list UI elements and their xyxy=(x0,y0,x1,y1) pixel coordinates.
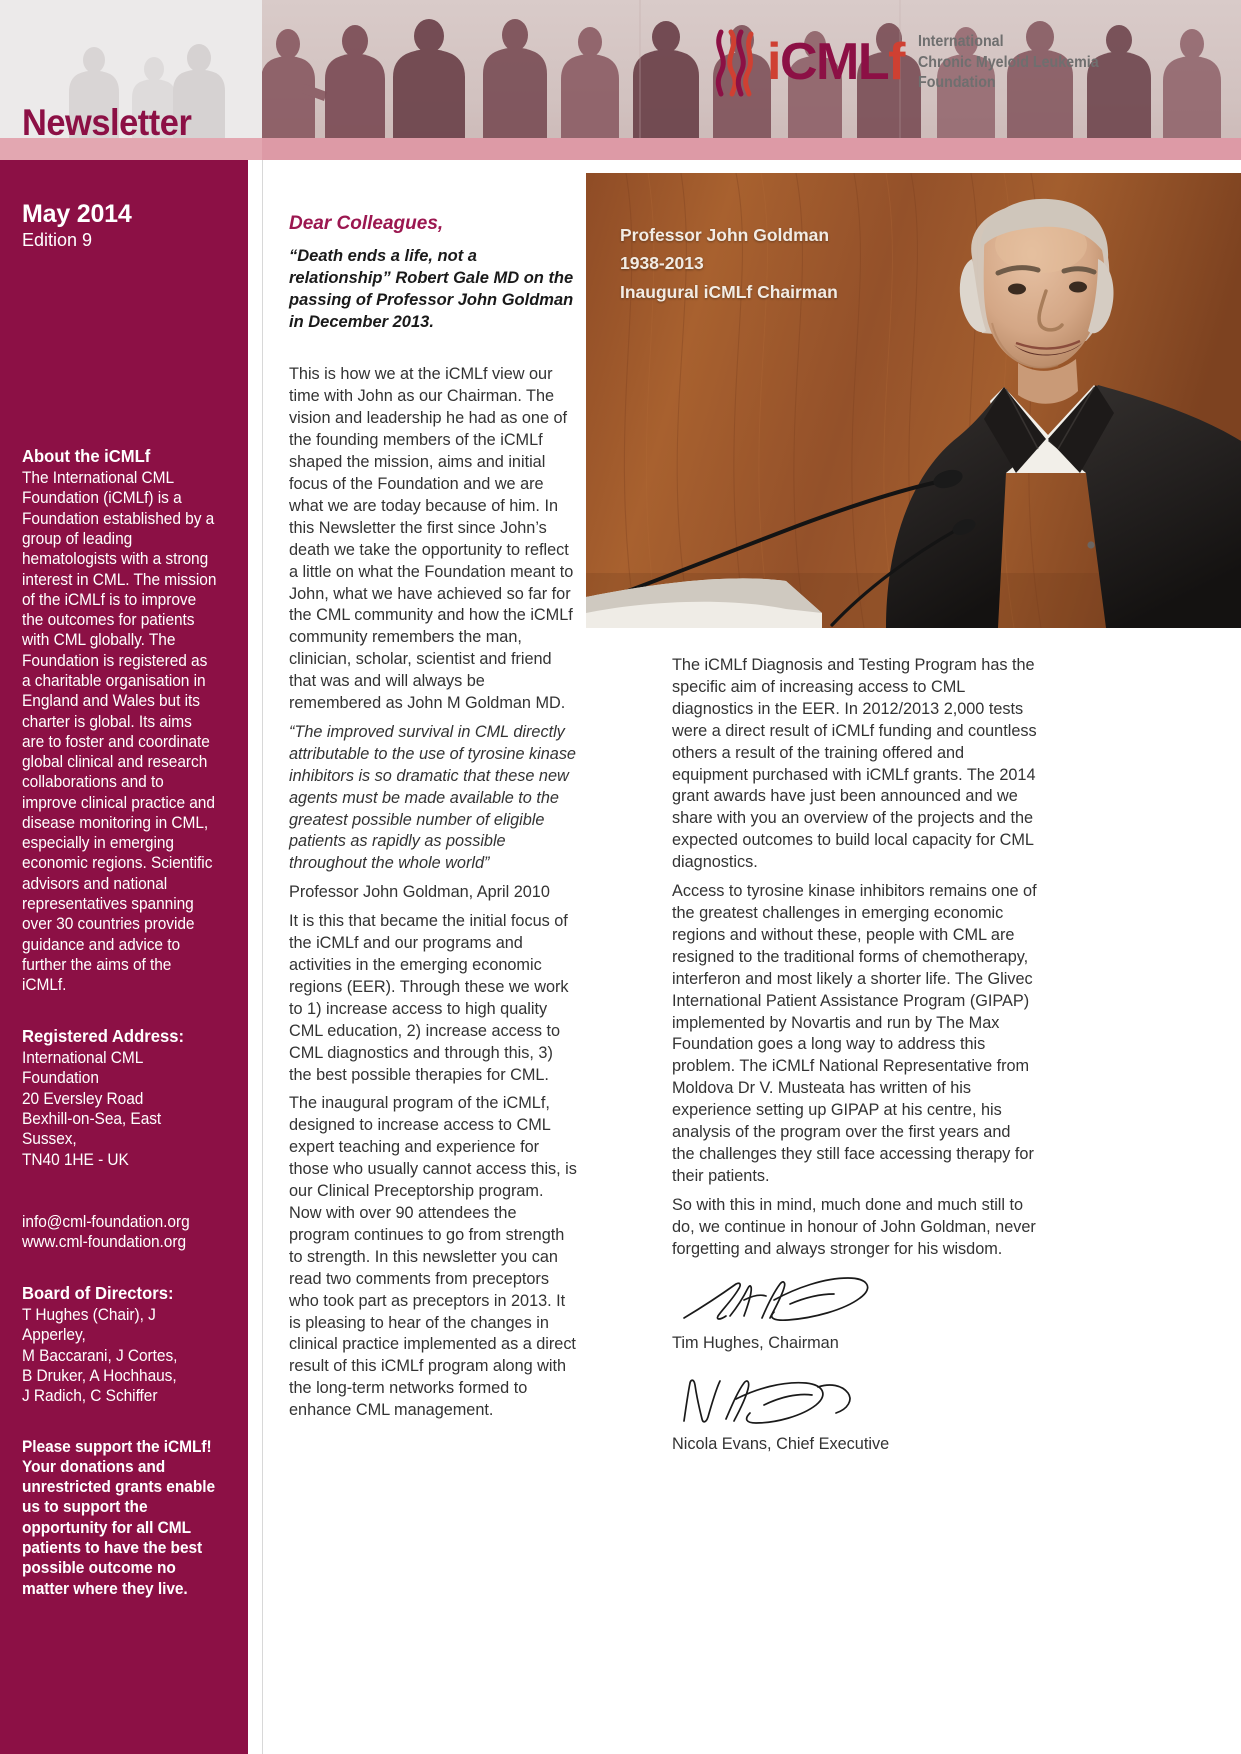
logo-subtitle-line-1: International xyxy=(917,33,1004,51)
about-heading: About the iCMLf xyxy=(22,446,151,467)
issue-date: May 2014 xyxy=(22,200,132,228)
photo-caption xyxy=(620,221,838,306)
logo-subtitle xyxy=(918,30,1099,93)
letter-paragraph: So with this in mind, much done and much still to do, we continue in honour of John Goldman, never forgetting and always stronger for his wisdom. xyxy=(672,1195,1036,1258)
logo-letters-cml: CML xyxy=(779,33,889,91)
contact-section xyxy=(22,1212,228,1253)
letter-paragraph: The inaugural program of the iCMLf, designed to increase access to CML expert teaching and experience for those who usually cannot access this, is our Clinical Preceptorship program. Now with over 90 attendees the program continues to go from strength to strength. In this newsletter you can read two comments from preceptors who took part as preceptors in 2013. It is pleasing to hear of the changes in clinical practice implemented as a direct result of this iCMLf program along with the long-term networks formed to enhance CML management. xyxy=(289,1094,577,1420)
letter-lede: “Death ends a life, not a relationship” Robert Gale MD on the passing of Professor John Goldman in December 2013. xyxy=(289,246,574,331)
letter-paragraph: The iCMLf Diagnosis and Testing Program has the specific aim of increasing access to CML diagnostics in the EER. In 2012/2013 2,000 tests were a direct result of iCMLf funding and countless others a result of the training offered and equipment purchased with iCMLf grants. The 2014 grant awards have just been announced and we share with you an overview of the projects and the expected outcomes to build local capacity for CML diagnostics. xyxy=(672,656,1037,872)
sidebar xyxy=(0,160,248,1754)
board-line: J Radich, C Schiffer xyxy=(22,1387,158,1406)
address-line: Bexhill-on-Sea, East Sussex, xyxy=(22,1110,162,1149)
letter-quote-attribution: Professor John Goldman, April 2010 xyxy=(289,883,550,902)
photo-caption-role: Inaugural iCMLf Chairman xyxy=(620,281,838,302)
photo-caption-years: 1938-2013 xyxy=(620,253,704,274)
board-line: M Baccarani, J Cortes, xyxy=(22,1346,178,1365)
chromosome-icon xyxy=(707,26,763,98)
photo-caption-name: Professor John Goldman xyxy=(620,225,830,245)
board-section xyxy=(22,1282,228,1406)
logo-subtitle-line-3: Foundation xyxy=(917,74,996,92)
letter-paragraph: It is this that became the initial focus of the iCMLf and our programs and activities in the emerging economic regions (EER). Through these we work to 1) increase access to high quality CML education, 2) increase access to CML diagnostics and through this, 3) the best possible therapies for CML. xyxy=(289,912,569,1084)
main-content xyxy=(262,160,1241,1754)
letter-paragraph: This is how we at the iCMLf view our time with John as our Chairman. The vision and leadership he had as one of the founding members of the iCMLf shaped the mission, aims and initial focus of the Foundation and we are what we are today because of him. In this Newsletter the first since John’s death we take the opportunity to reflect a little on what the Foundation meant to John, what we have achieved so far for the CML community and how the iCMLf community remembers the man, clinician, scholar, scientist and friend that was and will always be remembered as John M Goldman MD. xyxy=(289,365,574,713)
goldman-photo xyxy=(586,173,1241,628)
signature-tim-hughes xyxy=(678,1270,888,1328)
header-banner xyxy=(0,0,1241,160)
contact-email[interactable]: info@cml-foundation.org xyxy=(22,1212,190,1231)
contact-website[interactable]: www.cml-foundation.org xyxy=(22,1233,187,1252)
letter-paragraph: Access to tyrosine kinase inhibitors remains one of the greatest challenges in emerging economic regions and without these, people with CML are resigned to the traditional forms of chemotherapy, interferon and most likely a shorter life. The Glivec International Patient Assistance Program (GIPAP) implemented by Novartis and run by The Max Foundation goes a long way to address this problem. The iCMLf National Representative from Moldova Dr V. Musteata has written of his experience setting up GIPAP at his centre, his analysis of the program over the first years and the challenges they still face accessing therapy for their patients. xyxy=(672,882,1037,1185)
letter-right-column xyxy=(672,655,1037,1456)
logo-subtitle-line-2: Chronic Myeloid Leukemia xyxy=(917,53,1099,71)
board-heading: Board of Directors: xyxy=(22,1283,174,1304)
address-line: TN40 1HE - UK xyxy=(22,1150,129,1169)
signature-nicola-evans xyxy=(678,1373,878,1429)
page-title: Newsletter xyxy=(22,102,192,143)
address-line: 20 Eversley Road xyxy=(22,1089,144,1108)
about-body: The International CML Foundation (iCMLf) is a Foundation established by a group of leading hematologists with a strong interest in CML. The mission of the iCMLf is to improve the outcomes for patients with CML globally. The Foundation is registered as a charitable organisation in England and Wales but its charter is global. Its aims are to foster and coordinate global clinical and research collaborations and to improve clinical practice and disease monitoring in CML, especially in emerging economic regions. Scientific advisors and national representatives spanning over 30 countries provide guidance and advice to further the aims of the iCMLf. xyxy=(22,469,217,995)
issue-edition: Edition 9 xyxy=(22,230,93,250)
letter-salutation: Dear Colleagues, xyxy=(289,213,444,234)
letter-quote-paragraph: “The improved survival in CML directly attributable to the use of tyrosine kinase inhibitors is so dramatic that these new agents must be made available to the greatest possible number of eligible patients as rapidly as possible throughout the whole world” xyxy=(289,722,576,873)
about-section xyxy=(22,445,228,995)
board-line: T Hughes (Chair), J Apperley, xyxy=(22,1306,156,1345)
signature-name-chairman: Tim Hughes, Chairman xyxy=(672,1334,839,1353)
board-line: B Druker, A Hochhaus, xyxy=(22,1367,177,1386)
signature-name-chief-executive: Nicola Evans, Chief Executive xyxy=(672,1435,890,1454)
address-heading: Registered Address: xyxy=(22,1026,184,1047)
address-section xyxy=(22,1025,228,1169)
letter-left-column xyxy=(289,212,579,1429)
logo-letter-f: f xyxy=(888,33,904,91)
address-line: International CML Foundation xyxy=(22,1049,143,1088)
logo-wordmark xyxy=(767,33,904,91)
icmlf-logo[interactable] xyxy=(707,26,1114,98)
logo-letter-i: i xyxy=(767,33,780,91)
support-appeal: Please support the iCMLf! Your donations and unrestricted grants enable us to support the opportunity for all CML patients to have the best possible outcome no matter where they live. xyxy=(22,1437,216,1598)
